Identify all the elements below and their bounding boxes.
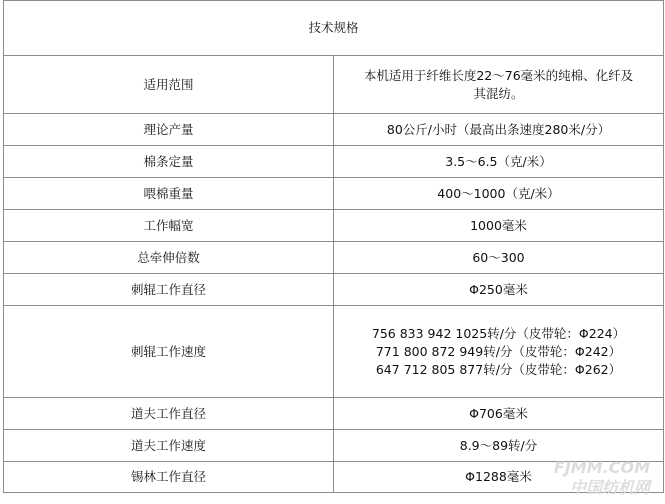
row-value: 1000毫米: [334, 210, 664, 242]
row-label: 适用范围: [4, 56, 334, 114]
value-line: 756 833 942 1025转/分（皮带轮：Φ224）: [371, 325, 626, 341]
value-line: 其混纺。: [473, 85, 524, 101]
row-label: 工作幅宽: [4, 210, 334, 242]
row-value: 400～1000（克/米）: [334, 178, 664, 210]
watermark-line: FJMM.COM: [553, 458, 650, 477]
row-label: 刺辊工作直径: [4, 274, 334, 306]
table-row: [4, 462, 664, 493]
row-label: 喂棉重量: [4, 178, 334, 210]
row-value: Φ706毫米: [334, 398, 664, 430]
row-value: 8.9～89转/分: [334, 430, 664, 462]
row-label: 道夫工作速度: [4, 430, 334, 462]
table-row: [4, 306, 664, 398]
watermark-line: 中国纺机网: [569, 478, 650, 497]
row-value: Φ1288毫米: [334, 462, 664, 493]
spec-table: [3, 0, 664, 493]
title-row: [4, 1, 664, 56]
value-line: 771 800 872 949转/分（皮带轮：Φ242）: [375, 343, 622, 359]
row-value: [334, 56, 664, 114]
value-line: 本机适用于纤维长度22～76毫米的纯棉、化纤及: [363, 67, 634, 83]
row-label: 理论产量: [4, 114, 334, 146]
row-value: 80公斤/小时（最高出条速度280米/分）: [334, 114, 664, 146]
row-label: 道夫工作直径: [4, 398, 334, 430]
table-row: [4, 146, 664, 178]
table-row: [4, 430, 664, 462]
row-label: 锡林工作直径: [4, 462, 334, 493]
table-row: [4, 398, 664, 430]
table-row: [4, 274, 664, 306]
row-value: 3.5～6.5（克/米）: [334, 146, 664, 178]
row-label: 棉条定量: [4, 146, 334, 178]
row-value: Φ250毫米: [334, 274, 664, 306]
row-label: 总牵伸倍数: [4, 242, 334, 274]
table-title: 技术规格: [4, 1, 664, 56]
table-row: [4, 210, 664, 242]
table-row: [4, 114, 664, 146]
value-line: 647 712 805 877转/分（皮带轮：Φ262）: [375, 361, 622, 377]
row-value: [334, 306, 664, 398]
table-row: [4, 56, 664, 114]
row-label: 刺辊工作速度: [4, 306, 334, 398]
row-value: 60～300: [334, 242, 664, 274]
table-row: [4, 242, 664, 274]
table-row: [4, 178, 664, 210]
